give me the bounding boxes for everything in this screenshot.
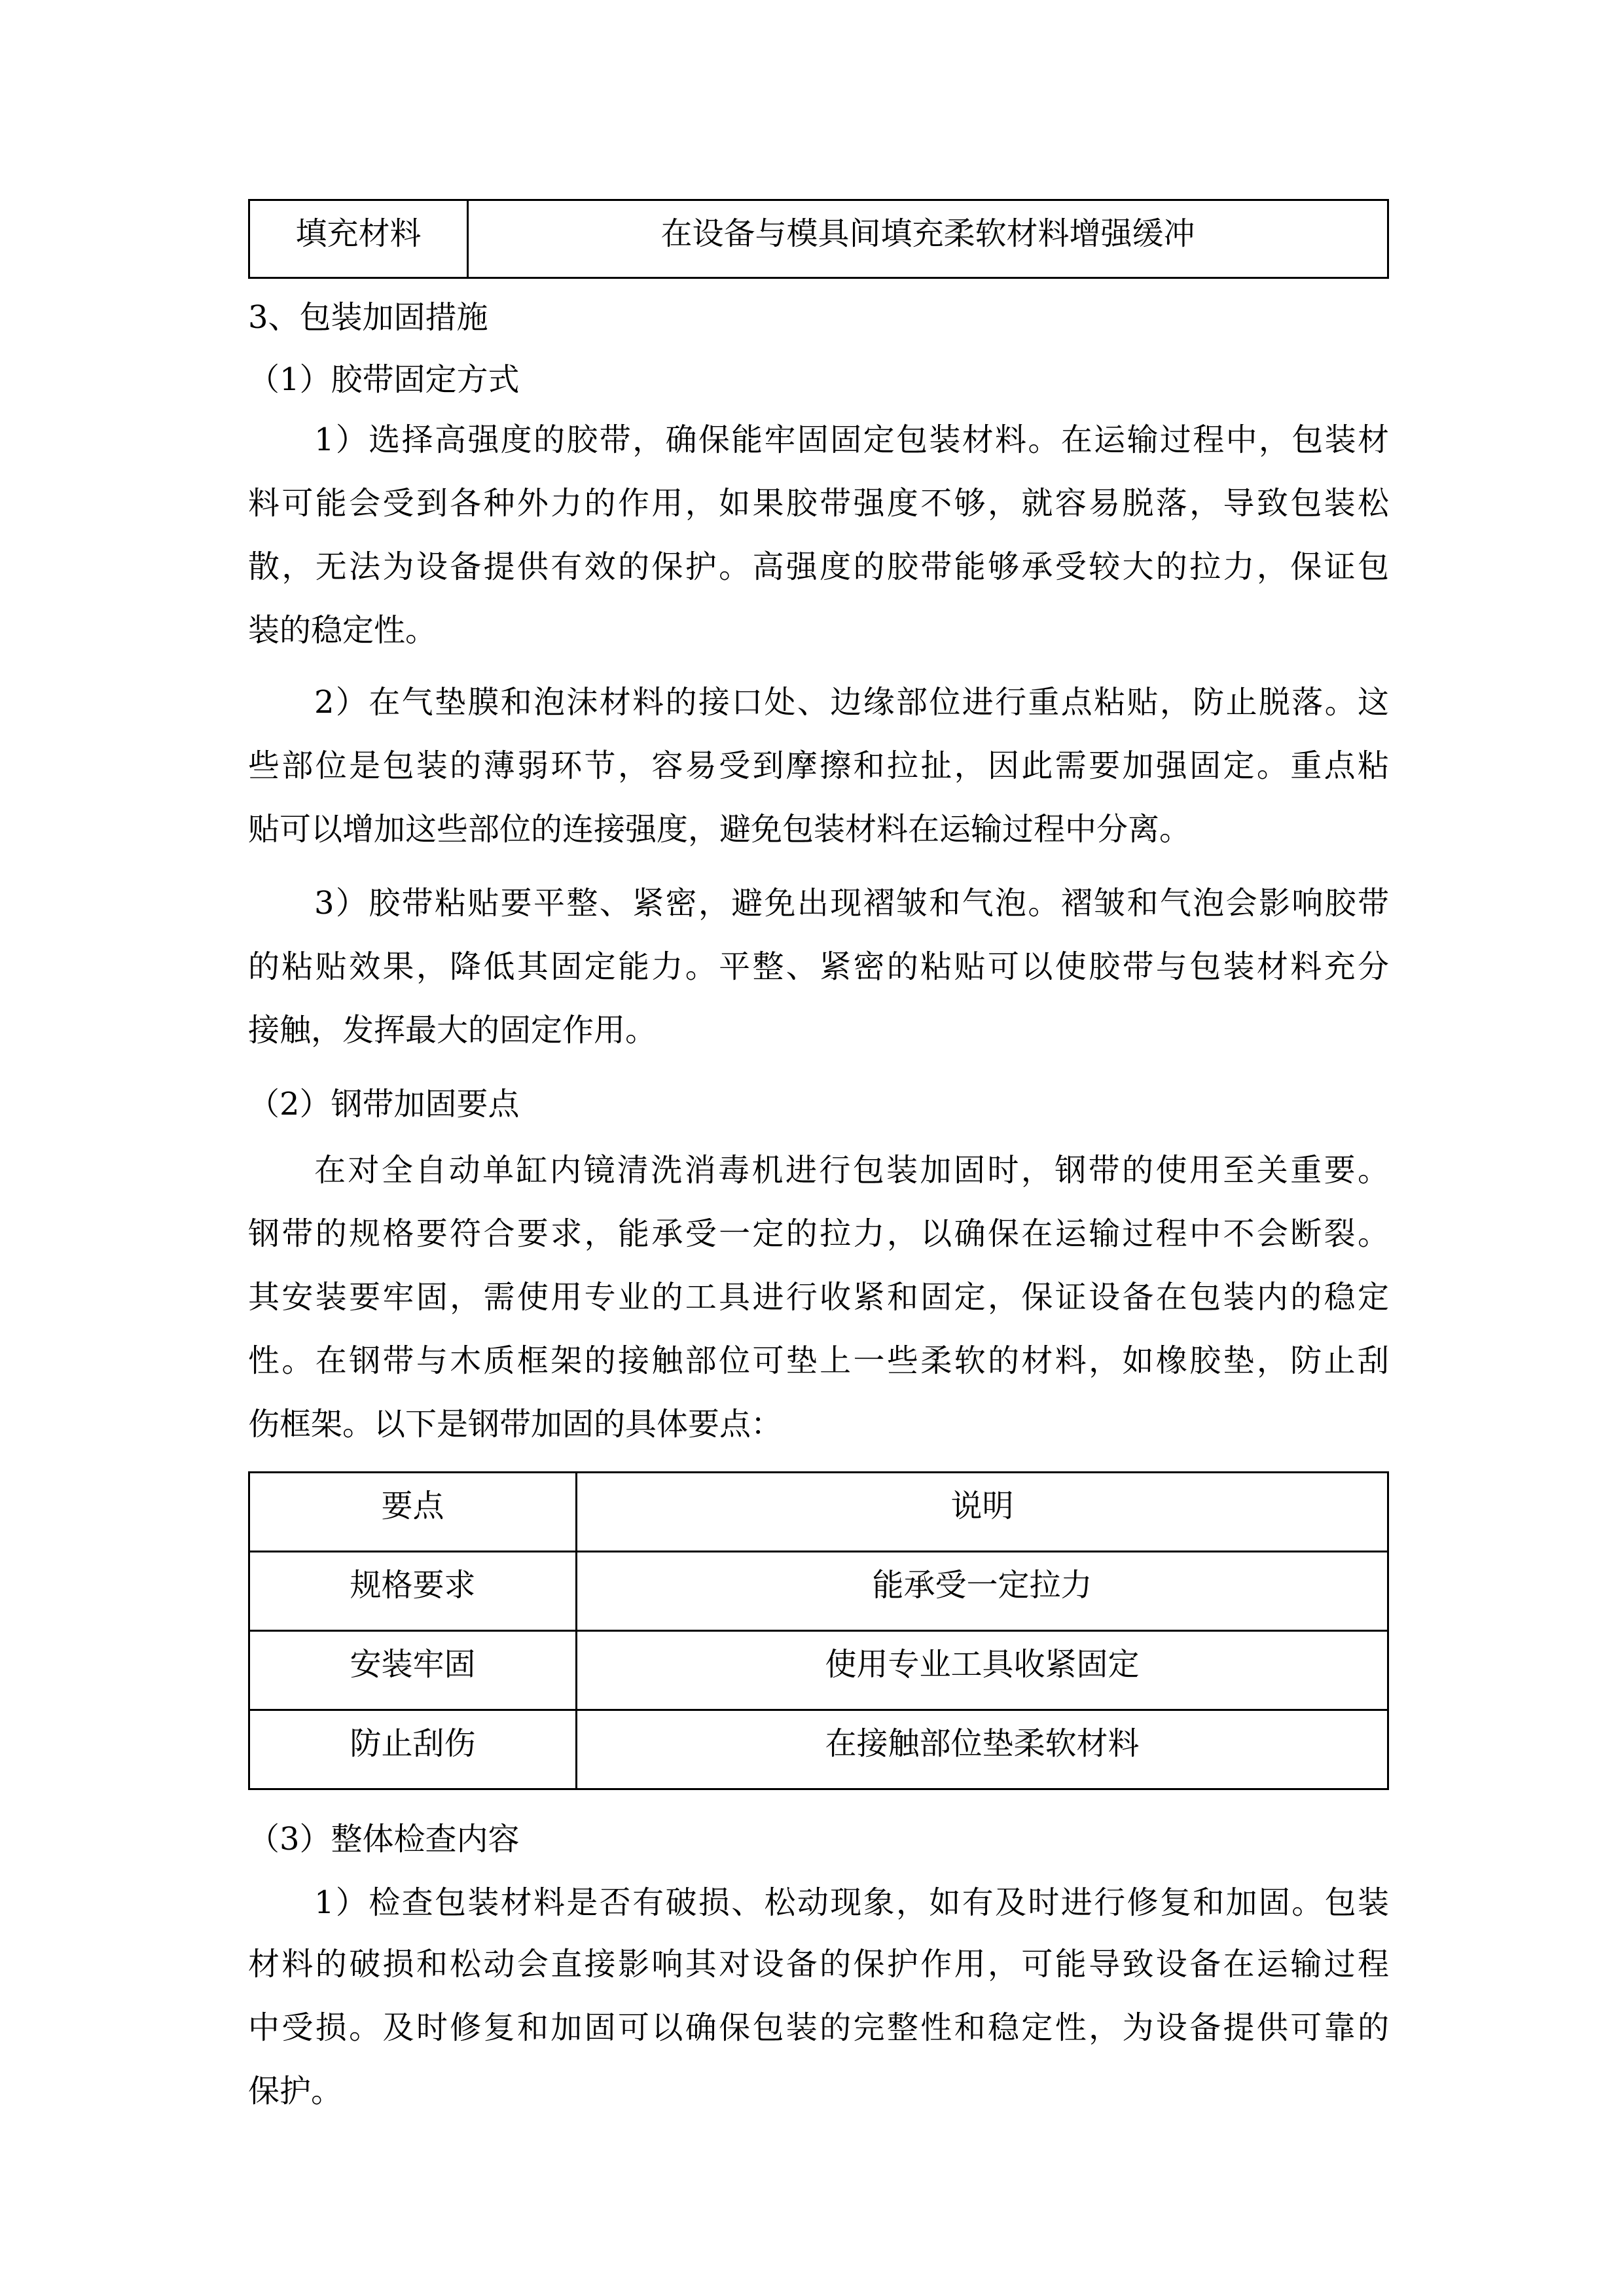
table-cell [577,1552,1388,1631]
paragraph-line: 2）在气垫膜和泡沫材料的接口处、边缘部位进行重点粘贴，防止脱落。这 [314,684,1389,721]
section-heading: （3）整体检查内容 [248,1821,520,1857]
table-row [249,1710,1388,1789]
table-header-row [249,1473,1388,1552]
paragraph-line: 材料的破损和松动会直接影响其对设备的保护作用，可能导致设备在运输过程 [248,1946,1389,1982]
filling-material-table [248,199,1389,279]
paragraph-line: 保护。 [248,2073,343,2109]
paragraph-line: 1）选择高强度的胶带，确保能牢固固定包装材料。在运输过程中，包装材 [314,422,1389,458]
table-cell [577,1631,1388,1710]
section-heading: （2）钢带加固要点 [248,1086,520,1122]
table-cell [577,1710,1388,1789]
cell-text: 规格要求 [350,1567,476,1604]
table-cell [249,200,468,278]
paragraph-line: 性。在钢带与木质框架的接触部位可垫上一些柔软的材料，如橡胶垫，防止刮 [248,1342,1389,1379]
header-text: 说明 [950,1488,1014,1524]
paragraph-line: 其安装要牢固，需使用专业的工具进行收紧和固定，保证设备在包装内的稳定 [248,1279,1389,1316]
paragraph-line: 在对全自动单缸内镜清洗消毒机进行包装加固时，钢带的使用至关重要。 [314,1152,1389,1189]
cell-text: 使用专业工具收紧固定 [825,1646,1140,1683]
section-heading: 3、包装加固措施 [248,299,488,336]
cell-text: 填充材料 [295,215,422,252]
steel-strap-points-table [248,1471,1389,1790]
paragraph-line: 些部位是包装的薄弱环节，容易受到摩擦和拉扯，因此需要加强固定。重点粘 [248,747,1389,784]
section-heading: （1）胶带固定方式 [248,361,520,398]
table-header-cell [249,1473,577,1552]
table-row [249,1631,1388,1710]
paragraph-line: 的粘贴效果，降低其固定能力。平整、紧密的粘贴可以使胶带与包装材料充分 [248,948,1389,985]
paragraph-line: 料可能会受到各种外力的作用，如果胶带强度不够，就容易脱落，导致包装松 [248,485,1389,522]
cell-text: 防止刮伤 [350,1725,476,1762]
paragraph-line: 装的稳定性。 [248,612,437,649]
table-header-cell [577,1473,1388,1552]
table-cell [249,1552,577,1631]
cell-text: 在接触部位垫柔软材料 [825,1725,1140,1762]
paragraph-line: 1）检查包装材料是否有破损、松动现象，如有及时进行修复和加固。包装 [314,1884,1389,1921]
cell-text: 在设备与模具间填充柔软材料增强缓冲 [660,215,1195,252]
table-row [249,200,1388,278]
paragraph-line: 伤框架。以下是钢带加固的具体要点： [248,1406,783,1443]
paragraph-line: 3）胶带粘贴要平整、紧密，避免出现褶皱和气泡。褶皱和气泡会影响胶带 [314,885,1389,922]
table-cell [249,1631,577,1710]
table-cell [249,1710,577,1789]
paragraph-line: 贴可以增加这些部位的连接强度，避免包装材料在运输过程中分离。 [248,811,1191,848]
cell-text: 安装牢固 [350,1646,476,1683]
cell-text: 能承受一定拉力 [872,1567,1092,1604]
paragraph-line: 钢带的规格要符合要求，能承受一定的拉力，以确保在运输过程中不会断裂。 [248,1215,1389,1252]
table-row [249,1552,1388,1631]
header-text: 要点 [381,1488,444,1524]
paragraph-line: 接触，发挥最大的固定作用。 [248,1012,657,1049]
paragraph-line: 中受损。及时修复和加固可以确保包装的完整性和稳定性，为设备提供可靠的 [248,2009,1389,2046]
table-cell [468,200,1388,278]
paragraph-line: 散，无法为设备提供有效的保护。高强度的胶带能够承受较大的拉力，保证包 [248,548,1389,585]
